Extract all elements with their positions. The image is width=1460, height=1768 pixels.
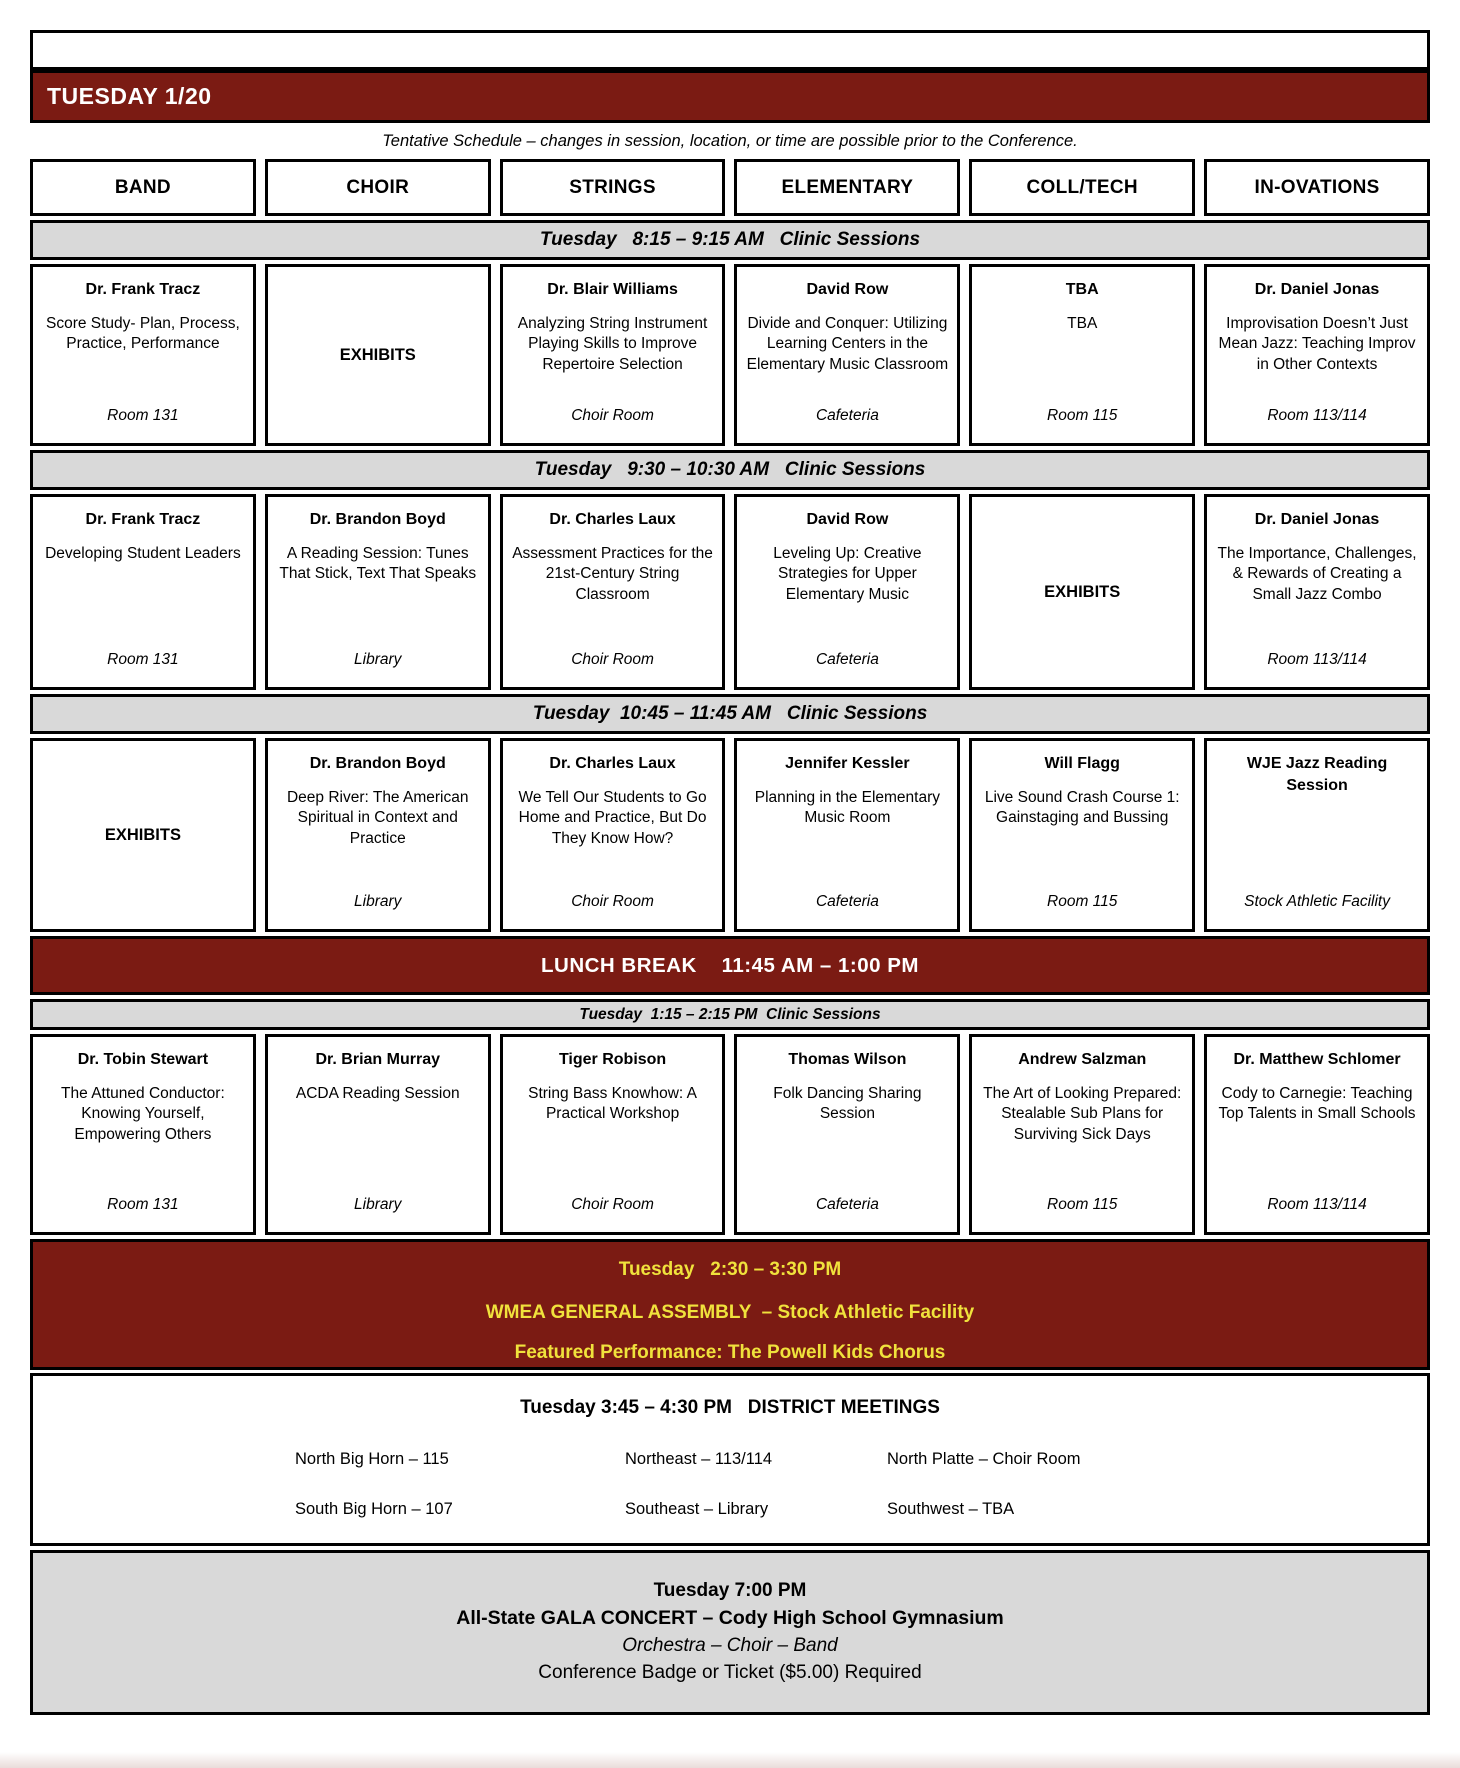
- session-time-header: Tuesday 1:15 – 2:15 PM Clinic Sessions: [30, 999, 1430, 1030]
- column-header-colltech: COLL/TECH: [969, 159, 1195, 216]
- session-cell: [30, 264, 256, 446]
- session-time-header: Tuesday 9:30 – 10:30 AM Clinic Sessions: [30, 450, 1430, 490]
- assembly-performance: Featured Performance: The Powell Kids Chorus: [514, 1342, 946, 1363]
- speaker-name: Dr. Frank Tracz: [85, 281, 201, 298]
- room-label: Library: [354, 893, 402, 910]
- speaker-name: Dr. Tobin Stewart: [77, 1051, 209, 1068]
- schedule-body: [30, 220, 1430, 1235]
- session-row: [30, 264, 1430, 446]
- day-banner-label: TUESDAY 1/20: [47, 83, 212, 109]
- session-title: Assessment Practices for the 21st-Century String Classroom: [512, 544, 713, 604]
- room-label: Room 131: [107, 651, 179, 668]
- top-empty-box: [30, 30, 1430, 70]
- gala-concert-block: [30, 1550, 1430, 1715]
- session-title: Improvisation Doesn’t Just Mean Jazz: Teaching Improv in Other Contexts: [1218, 314, 1416, 374]
- assembly-time: Tuesday 2:30 – 3:30 PM: [618, 1259, 842, 1280]
- session-title: Leveling Up: Creative Strategies for Upper Elementary Music: [773, 544, 922, 604]
- session-title: Deep River: The American Spiritual in Context and Practice: [286, 788, 469, 848]
- session-cell: [1204, 264, 1430, 446]
- session-cell: [500, 1034, 726, 1235]
- speaker-name: WJE Jazz Reading Session: [1246, 755, 1388, 794]
- speaker-name: David Row: [806, 511, 889, 528]
- gala-ensembles: Orchestra – Choir – Band: [622, 1635, 838, 1656]
- room-label: Library: [354, 651, 402, 668]
- exhibits-label: EXHIBITS: [1044, 582, 1121, 601]
- session-cell: [969, 1034, 1195, 1235]
- session-cell: [734, 494, 960, 690]
- session-title: The Attuned Conductor: Knowing Yourself, Empowering Others: [61, 1084, 225, 1144]
- room-label: Room 115: [1047, 1196, 1118, 1213]
- district-meetings-block: [30, 1373, 1430, 1546]
- room-label: Choir Room: [571, 893, 654, 910]
- district-meeting: North Platte – Choir Room: [887, 1450, 1081, 1468]
- column-header-band: BAND: [30, 159, 256, 216]
- room-label: Stock Athletic Facility: [1244, 893, 1390, 910]
- session-cell: [265, 1034, 491, 1235]
- room-label: Room 115: [1047, 407, 1118, 424]
- speaker-name: Dr. Matthew Schlomer: [1233, 1051, 1401, 1068]
- session-title: TBA: [1067, 314, 1098, 332]
- session-cell: [500, 494, 726, 690]
- session-cell: [734, 1034, 960, 1235]
- gala-time: Tuesday 7:00 PM: [653, 1580, 807, 1601]
- room-label: Library: [354, 1196, 402, 1213]
- session-cell: [500, 738, 726, 932]
- speaker-name: Andrew Salzman: [1018, 1051, 1147, 1068]
- column-header-choir: CHOIR: [265, 159, 491, 216]
- session-title: Score Study- Plan, Process, Practice, Performance: [45, 314, 240, 353]
- session-cell: [969, 738, 1195, 932]
- speaker-name: Dr. Brandon Boyd: [309, 755, 446, 772]
- page-bottom-strip: [0, 1752, 1460, 1768]
- session-cell: [30, 738, 256, 932]
- district-meeting: Southeast – Library: [625, 1500, 769, 1518]
- speaker-name: Dr. Daniel Jonas: [1254, 281, 1380, 298]
- speaker-name: David Row: [806, 281, 889, 298]
- speaker-name: Tiger Robison: [558, 1051, 667, 1068]
- district-meetings-title: Tuesday 3:45 – 4:30 PM DISTRICT MEETINGS: [520, 1397, 940, 1418]
- room-label: Choir Room: [571, 651, 654, 668]
- gala-ticket-note: Conference Badge or Ticket ($5.00) Required: [538, 1662, 922, 1683]
- general-assembly-block: [30, 1239, 1430, 1370]
- day-banner: [30, 70, 1430, 123]
- room-label: Room 131: [107, 407, 179, 424]
- session-title: String Bass Knowhow: A Practical Workshop: [528, 1084, 697, 1123]
- session-row: [30, 494, 1430, 690]
- session-cell: [969, 264, 1195, 446]
- room-label: Room 113/114: [1267, 651, 1367, 668]
- session-time-header: Tuesday 8:15 – 9:15 AM Clinic Sessions: [30, 220, 1430, 260]
- speaker-name: Dr. Frank Tracz: [85, 511, 201, 528]
- room-label: Cafeteria: [815, 651, 879, 668]
- session-title: The Importance, Challenges, & Rewards of Creating a Small Jazz Combo: [1217, 544, 1417, 604]
- room-label: Cafeteria: [815, 1196, 879, 1213]
- district-meetings-row: [33, 1450, 1427, 1469]
- room-label: Room 113/114: [1267, 407, 1367, 424]
- tentative-note: Tentative Schedule – changes in session, location, or time are possible prior to the Conference.: [382, 132, 1078, 150]
- room-label: Room 131: [107, 1196, 179, 1213]
- speaker-name: Dr. Brandon Boyd: [309, 511, 446, 528]
- schedule-page: [30, 30, 1430, 1715]
- session-cell: [500, 264, 726, 446]
- session-title: Cody to Carnegie: Teaching Top Talents in Small Schools: [1218, 1084, 1416, 1123]
- session-title: Folk Dancing Sharing Session: [773, 1084, 922, 1123]
- room-label: Room 115: [1047, 893, 1118, 910]
- session-title: ACDA Reading Session: [295, 1084, 460, 1102]
- session-cell: [265, 494, 491, 690]
- session-cell: [30, 1034, 256, 1235]
- session-cell: [734, 738, 960, 932]
- column-header-elementary: ELEMENTARY: [734, 159, 960, 216]
- room-label: Choir Room: [571, 407, 654, 424]
- session-title: Planning in the Elementary Music Room: [754, 788, 941, 827]
- session-title: The Art of Looking Prepared: Stealable Sub Plans for Surviving Sick Days: [983, 1084, 1182, 1144]
- session-cell: [969, 494, 1195, 690]
- speaker-name: Jennifer Kessler: [785, 755, 910, 772]
- exhibits-label: EXHIBITS: [339, 345, 416, 364]
- session-title: Live Sound Crash Course 1: Gainstaging and Bussing: [984, 788, 1180, 827]
- session-cell: [265, 264, 491, 446]
- column-header-inovations: IN-OVATIONS: [1204, 159, 1430, 216]
- speaker-name: Thomas Wilson: [788, 1051, 907, 1068]
- session-cell: [734, 264, 960, 446]
- district-meeting: North Big Horn – 115: [295, 1450, 449, 1468]
- session-time-header: Tuesday 10:45 – 11:45 AM Clinic Sessions: [30, 694, 1430, 734]
- session-title: Developing Student Leaders: [45, 544, 241, 562]
- speaker-name: Dr. Daniel Jonas: [1254, 511, 1380, 528]
- room-label: Choir Room: [571, 1196, 654, 1213]
- session-title: Analyzing String Instrument Playing Skills to Improve Repertoire Selection: [517, 314, 708, 374]
- speaker-name: Will Flagg: [1044, 755, 1120, 772]
- room-label: Room 113/114: [1267, 1196, 1367, 1213]
- session-cell: [1204, 494, 1430, 690]
- speaker-name: Dr. Brian Murray: [315, 1051, 440, 1068]
- speaker-name: TBA: [1065, 281, 1099, 298]
- session-title: We Tell Our Students to Go Home and Practice, But Do They Know How?: [518, 788, 707, 848]
- lunch-break-bar: LUNCH BREAK 11:45 AM – 1:00 PM: [30, 936, 1430, 995]
- room-label: Cafeteria: [815, 407, 879, 424]
- session-title: A Reading Session: Tunes That Stick, Text That Speaks: [279, 544, 477, 583]
- exhibits-label: EXHIBITS: [104, 825, 181, 844]
- column-header-strings: STRINGS: [500, 159, 726, 216]
- session-cell: [1204, 738, 1430, 932]
- gala-title: All-State GALA CONCERT – Cody High School Gymnasium: [456, 1607, 1004, 1629]
- session-row: [30, 1034, 1430, 1235]
- session-cell: [1204, 1034, 1430, 1235]
- speaker-name: Dr. Blair Williams: [547, 281, 678, 298]
- session-title: Divide and Conquer: Utilizing Learning Centers in the Elementary Music Classroom: [746, 314, 949, 374]
- session-cell: [265, 738, 491, 932]
- room-label: Cafeteria: [815, 893, 879, 910]
- session-cell: [30, 494, 256, 690]
- district-meetings-row: [33, 1500, 1427, 1519]
- district-meeting: South Big Horn – 107: [295, 1500, 453, 1518]
- speaker-name: Dr. Charles Laux: [549, 755, 676, 772]
- district-meeting: Northeast – 113/114: [625, 1450, 773, 1468]
- assembly-title: WMEA GENERAL ASSEMBLY – Stock Athletic Facility: [485, 1302, 975, 1323]
- speaker-name: Dr. Charles Laux: [549, 511, 676, 528]
- column-header-row: [30, 159, 1430, 216]
- session-row: [30, 738, 1430, 932]
- district-meeting: Southwest – TBA: [887, 1500, 1015, 1518]
